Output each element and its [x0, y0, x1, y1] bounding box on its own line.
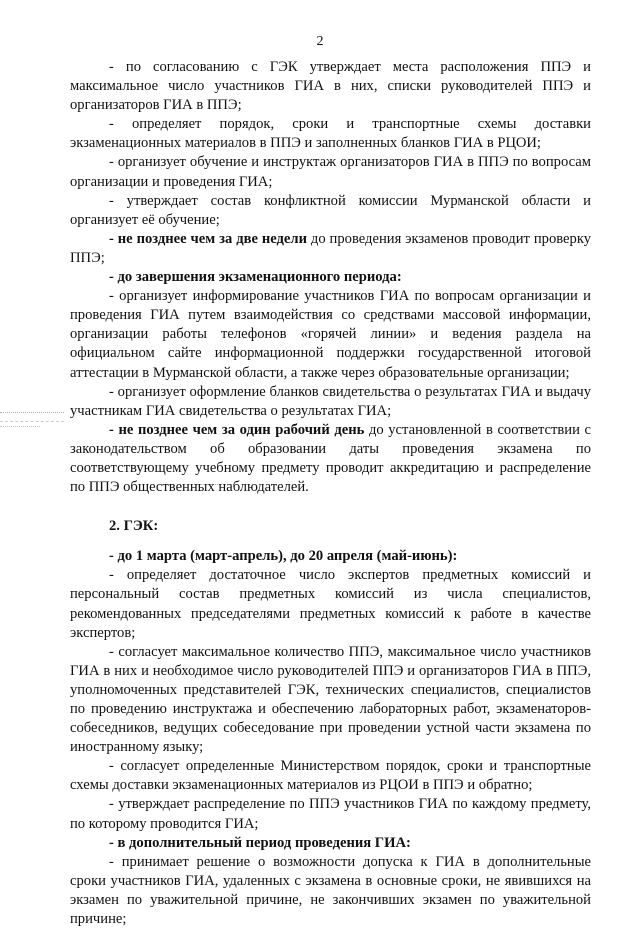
scan-artifact — [0, 426, 40, 428]
paragraph: - организует информирование участников ГИА по вопросам организации и проведения ГИА путем взаимодействия со средствами массовой информации, организации работы телефонов «горячей линии» и ведения раздела на официальном сайте информационной поддержки государственной итоговой аттестации в Мурманской области, а также через образовательные организации; — [70, 288, 591, 381]
deadline-bold: - не позднее чем за один рабочий день — [109, 421, 365, 438]
period-heading: - до 1 марта (март-апрель), до 20 апреля (май-июнь): — [109, 548, 458, 565]
paragraph: - определяет порядок, сроки и транспортные схемы доставки экзаменационных материалов в ППЭ и заполненных бланков ГИА в РЦОИ; — [70, 116, 591, 152]
scan-artifact — [0, 412, 64, 422]
paragraph: - принимает решение о возможности допуска к ГИА в дополнительные сроки участников ГИА, удаленных с экзамена в основные сроки, не явившихся на экзамен по уважительной причине, не закончивших экзамен по уважительной причине; — [70, 853, 591, 928]
spacer — [70, 536, 591, 547]
paragraph: - утверждает распределение по ППЭ участников ГИА по каждому предмету, по которому проводится ГИА; — [70, 796, 591, 832]
paragraph: - организует оформление бланков свидетельства о результатах ГИА и выдачу участникам ГИА свидетельства о результатах ГИА; — [70, 383, 591, 419]
paragraph: - организует обучение и инструктаж организаторов ГИА в ППЭ по вопросам организации и проведения ГИА; — [70, 154, 591, 190]
page-number: 2 — [316, 34, 324, 49]
spacer — [70, 497, 591, 517]
period-heading: - до завершения экзаменационного периода: — [109, 269, 402, 286]
paragraph — [70, 230, 591, 268]
paragraph — [70, 421, 591, 497]
paragraph: - согласует максимальное количество ППЭ, максимальное число участников ГИА в них и необходимое число руководителей ППЭ и организаторов ГИА в ППЭ, уполномоченных представителей ГЭК, технических специалистов, специалистов по проведению инструктажа и обеспечению лабораторных работ, экзаменаторов-собеседников, ведущих собеседование при проведении устной части экзамена по иностранному языку; — [70, 643, 591, 756]
paragraph: - согласует определенные Министерством порядок, сроки и транспортные схемы доставки экзаменационных материалов из РЦОИ в ППЭ и обратно; — [70, 758, 591, 794]
paragraph: - по согласованию с ГЭК утверждает места расположения ППЭ и максимальное число участников ГИА в них, списки руководителей ППЭ и организаторов ГИА в ППЭ; — [70, 59, 591, 114]
document-body — [70, 58, 591, 929]
deadline-bold: - не позднее чем за две недели — [109, 230, 307, 247]
paragraph-text: до проведения экзаменов проводит проверку ППЭ; — [70, 230, 591, 266]
period-heading: - в дополнительный период проведения ГИА: — [109, 834, 411, 851]
paragraph: - утверждает состав конфликтной комиссии Мурманской области и организует её обучение; — [70, 192, 591, 228]
paragraph: - определяет достаточное число экспертов предметных комиссий и персональный состав предметных комиссий из числа специалистов, рекомендованных председателями предметных комиссий к работе в качестве экспертов; — [70, 567, 591, 641]
paragraph-text: до установленной в соответствии с законодательством об образовании даты проведения экзамена по соответствующему учебному предмету проводит аккредитацию и распределение по ППЭ общественных наблюдателей. — [70, 421, 591, 496]
section-heading: 2. ГЭК: — [109, 518, 159, 535]
